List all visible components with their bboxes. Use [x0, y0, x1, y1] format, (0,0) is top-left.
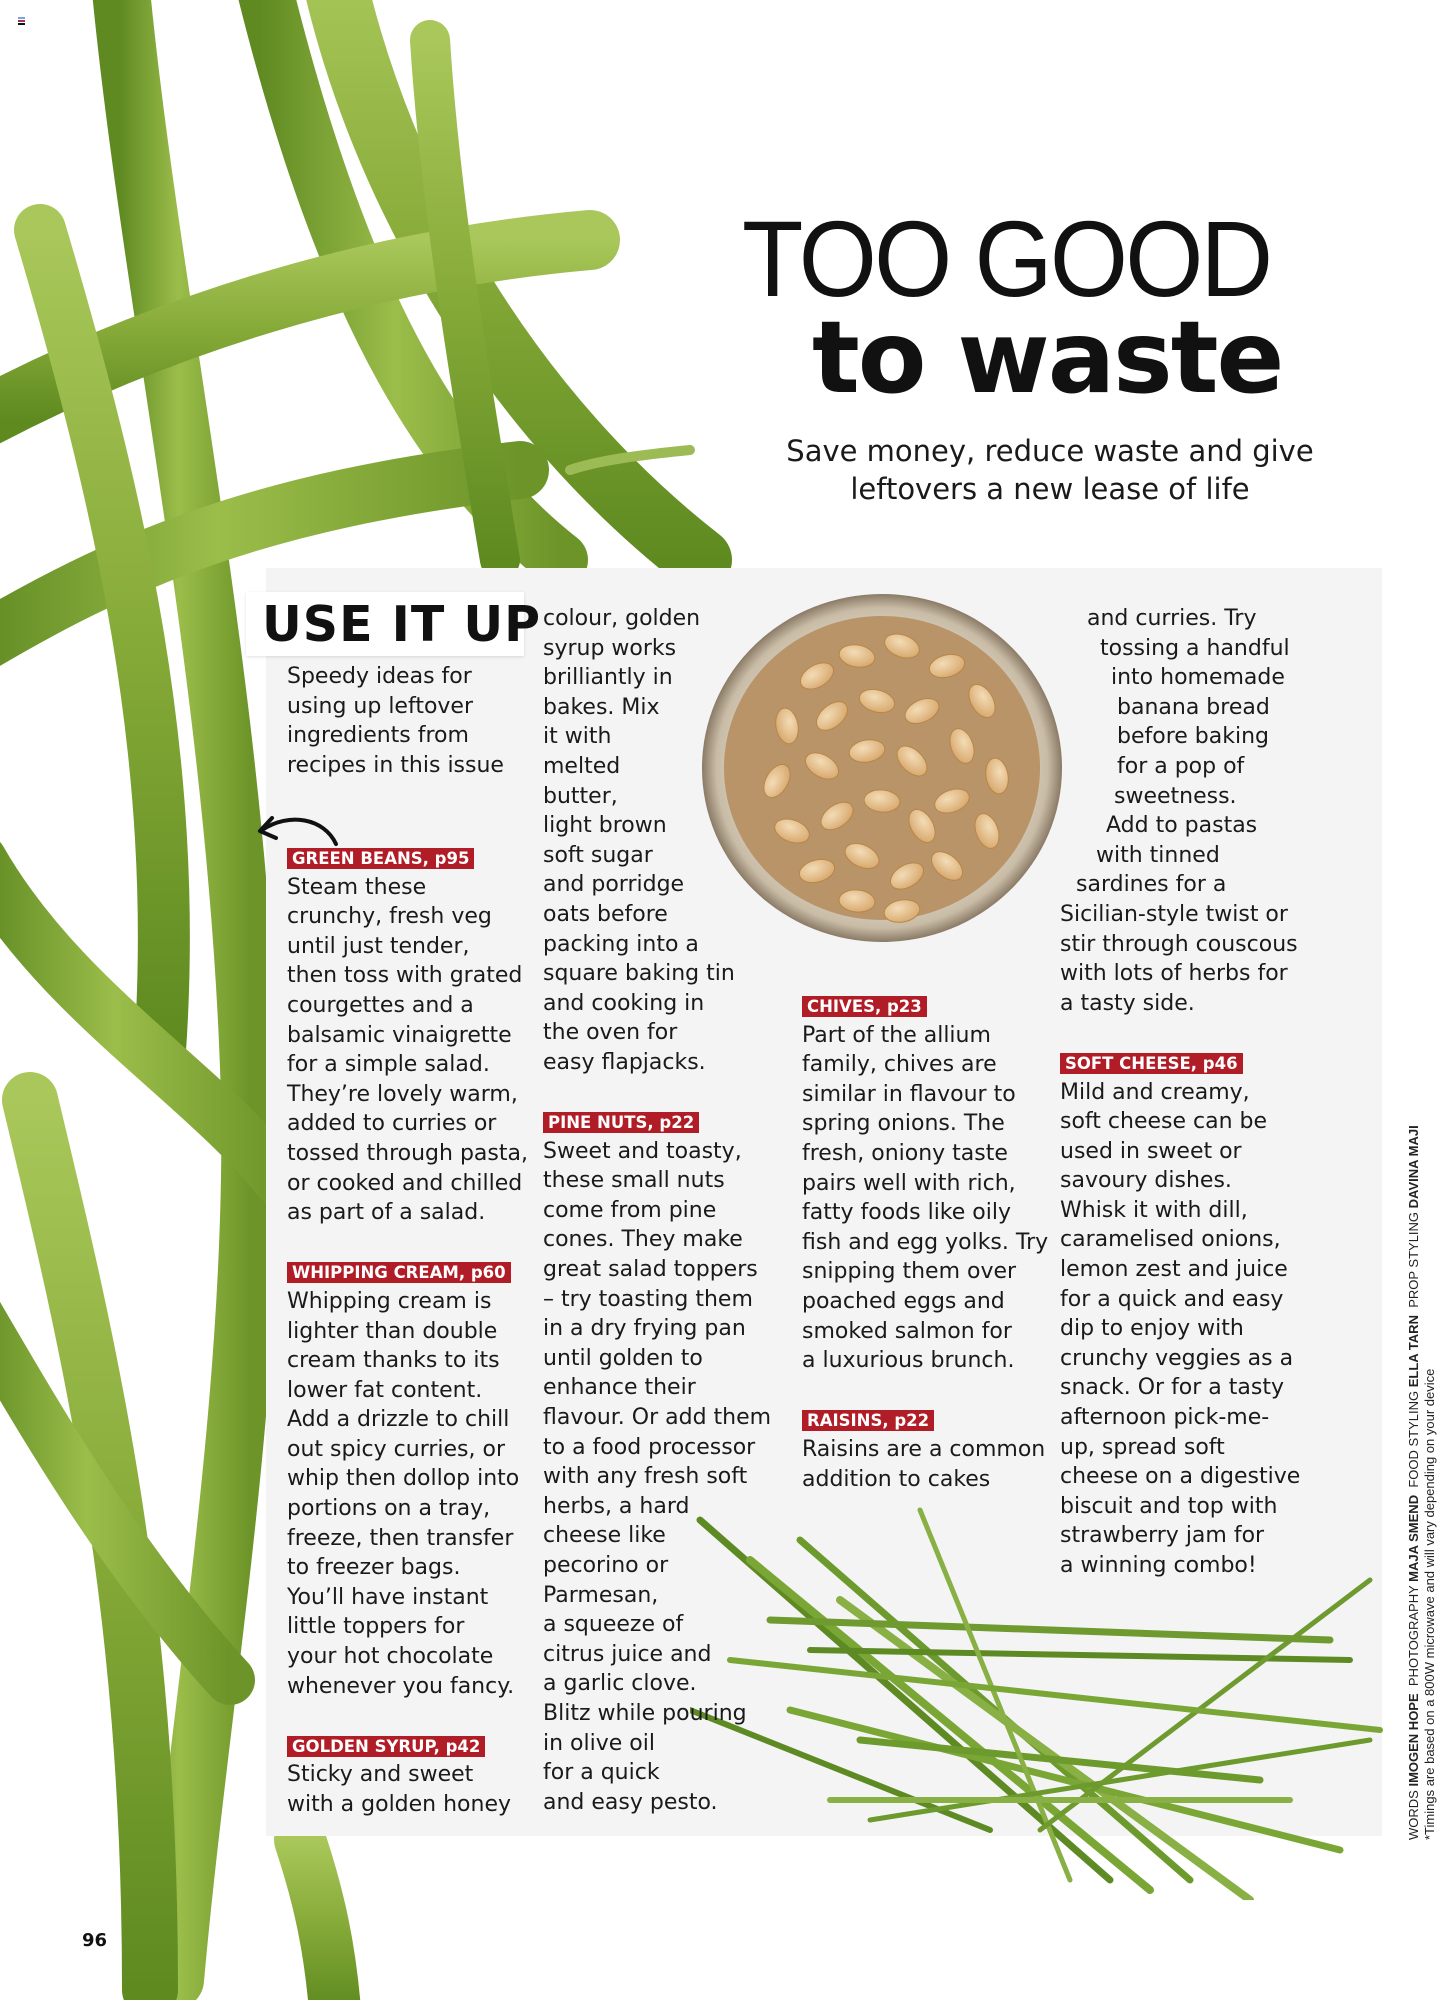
body-text-line: cheese on a digestive [1060, 1464, 1301, 1490]
body-text-line: until golden to [543, 1345, 703, 1371]
spacer [287, 1228, 528, 1258]
body-text-line: enhance their [543, 1375, 696, 1401]
body-text-line: in olive oil [543, 1730, 655, 1756]
body-text-line: similar in flavour to [802, 1081, 1016, 1107]
body-text-line: Mild and creamy, [1060, 1079, 1250, 1105]
ingredient-tag: WHIPPING CREAM, p60 [287, 1262, 511, 1283]
body-text-line: tossed through pasta, [287, 1140, 528, 1166]
body-text-line: sardines for a [1076, 872, 1227, 898]
body-text-line: syrup works [543, 635, 677, 661]
body-text-line: a garlic clove. [543, 1671, 697, 1697]
body-text-line: fresh, oniony taste [802, 1140, 1008, 1166]
body-text-line: Sicilian-style twist or [1060, 901, 1288, 927]
body-text-line: They’re lovely warm, [287, 1081, 518, 1107]
body-text-line: Raisins are a common [802, 1436, 1046, 1462]
body-text-line: for a simple salad. [287, 1052, 490, 1078]
body-text-line: until just tender, [287, 933, 470, 959]
body-text-line: afternoon pick-me- [1060, 1405, 1270, 1431]
ingredient-tag: CHIVES, p23 [802, 996, 927, 1017]
column-2 [543, 604, 771, 1817]
spacer [543, 1078, 771, 1108]
body-text-line: and porridge [543, 872, 685, 898]
standfirst [760, 432, 1340, 508]
body-text-line: poached eggs and [802, 1288, 1005, 1314]
column-3 [802, 991, 1048, 1494]
body-text-line: brilliantly in [543, 665, 673, 691]
body-text-line: courgettes and a [287, 992, 474, 1018]
body-text-line: addition to cakes [802, 1466, 991, 1492]
body-text-line: a tasty side. [1060, 990, 1195, 1016]
body-text-line: and easy pesto. [543, 1789, 718, 1815]
body-text-line: flavour. Or add them [543, 1405, 772, 1431]
body-text-line: citrus juice and [543, 1641, 712, 1667]
body-text-line: Add a drizzle to chill [287, 1407, 510, 1433]
section-intro [287, 662, 504, 780]
body-text-line: herbs, a hard [543, 1493, 690, 1519]
body-text-line: Part of the allium [802, 1022, 991, 1048]
body-text-line: with tinned [1096, 842, 1220, 868]
ingredient-tag: SOFT CHEESE, p46 [1060, 1053, 1243, 1074]
body-text-line: soft cheese can be [1060, 1109, 1268, 1135]
body-text-line: your hot chocolate [287, 1644, 494, 1670]
body-text-line: lighter than double [287, 1318, 498, 1344]
body-text-line: up, spread soft [1060, 1434, 1225, 1460]
body-text-line: strawberry jam for [1060, 1523, 1265, 1549]
body-text-line: cones. They make [543, 1227, 743, 1253]
body-text-line: snipping them over [802, 1259, 1017, 1285]
column-4 [1060, 604, 1300, 1581]
body-text-line: colour, golden [543, 606, 701, 631]
body-text-line: portions on a tray, [287, 1496, 491, 1522]
curved-arrow-icon [254, 808, 344, 858]
body-text-line: You’ll have instant [287, 1584, 489, 1610]
ingredient-tag-row [287, 1731, 528, 1761]
body-text-line: great salad toppers [543, 1257, 758, 1283]
body-text-line: tossing a handful [1100, 635, 1290, 661]
credits-line: WORDS IMOGEN HOPE PHOTOGRAPHY MAJA SMEND FOOD STYLING ELLA TARN PROP STYLING DAVINA MAJI [1406, 1125, 1421, 1840]
body-text-line: used in sweet or [1060, 1138, 1242, 1164]
standfirst-line-2: leftovers a new lease of life [850, 472, 1250, 506]
body-text-line: or cooked and chilled [287, 1170, 523, 1196]
body-text-line: Whisk it with dill, [1060, 1197, 1248, 1223]
ingredient-tag: RAISINS, p22 [802, 1410, 934, 1431]
credits [1406, 1125, 1438, 1840]
column-1 [287, 843, 528, 1820]
body-text-line: and cooking in [543, 990, 705, 1016]
body-text-line: – try toasting them [543, 1286, 753, 1312]
body-text-line: out spicy curries, or [287, 1436, 506, 1462]
ingredient-tag-row [543, 1107, 771, 1137]
ingredient-tag-row [802, 1405, 1048, 1435]
body-text-line: with lots of herbs for [1060, 961, 1288, 987]
intro-line: using up leftover [287, 693, 474, 719]
spacer [1060, 1018, 1300, 1048]
body-text-line: as part of a salad. [287, 1200, 486, 1226]
body-text-line: packing into a [543, 931, 699, 957]
body-text-line: for a quick [543, 1760, 660, 1786]
spacer [802, 1376, 1048, 1406]
body-text-line: a winning combo! [1060, 1553, 1257, 1578]
body-text-line: balsamic vinaigrette [287, 1022, 512, 1048]
timings-note: *Timings are based on a 800W microwave and will vary depending on your device [1422, 1368, 1437, 1840]
body-text-line: whenever you fancy. [287, 1673, 515, 1699]
body-text-line: in a dry frying pan [543, 1316, 746, 1342]
body-text-line: pecorino or [543, 1553, 669, 1578]
ingredient-tag-row [802, 991, 1048, 1021]
body-text-line: banana bread [1117, 694, 1270, 720]
section-heading: USE IT UP [262, 596, 542, 653]
body-text-line: for a pop of [1117, 753, 1245, 779]
body-text-line: to a food processor [543, 1434, 756, 1460]
body-text-line: soft sugar [543, 842, 653, 868]
body-text-line: Parmesan, [543, 1582, 659, 1608]
body-text-line: butter, [543, 783, 618, 809]
body-text-line: these small nuts [543, 1168, 725, 1194]
body-text-line: into homemade [1111, 665, 1285, 691]
ingredient-tag: GOLDEN SYRUP, p42 [287, 1736, 485, 1757]
body-text-line: whip then dollop into [287, 1466, 520, 1492]
ingredient-tag-row [287, 1257, 528, 1287]
body-text-line: with a golden honey [287, 1792, 512, 1817]
body-text-line: pairs well with rich, [802, 1170, 1016, 1196]
body-text-line: Sticky and sweet [287, 1762, 474, 1788]
body-text-line: caramelised onions, [1060, 1227, 1281, 1253]
headline-line-1: TOO GOOD [742, 198, 1271, 319]
body-text-line: Steam these [287, 874, 427, 900]
body-text-line: crunchy, fresh veg [287, 904, 492, 930]
body-text-line: added to curries or [287, 1111, 497, 1137]
intro-line: recipes in this issue [287, 752, 504, 778]
body-text-line: oats before [543, 901, 668, 927]
body-text-line: crunchy veggies as a [1060, 1345, 1294, 1371]
body-text-line: for a quick and easy [1060, 1286, 1284, 1312]
body-text-line: Whipping cream is [287, 1288, 492, 1314]
body-text-line: stir through couscous [1060, 931, 1298, 957]
body-text-line: before baking [1117, 724, 1270, 750]
body-text-line: sweetness. [1114, 783, 1237, 809]
body-text-line: and curries. Try [1087, 606, 1257, 631]
body-text-line: come from pine [543, 1197, 717, 1223]
ingredient-tag: GREEN BEANS, p95 [287, 848, 474, 869]
body-text-line: it with [543, 724, 612, 750]
body-text-line: with any fresh soft [543, 1464, 748, 1490]
spacer [287, 1701, 528, 1731]
headline-line-2: to waste [812, 299, 1283, 416]
standfirst-line-1: Save money, reduce waste and give [786, 434, 1314, 468]
body-text-line: savoury dishes. [1060, 1168, 1232, 1194]
ingredient-tag-row [1060, 1048, 1300, 1078]
body-text-line: square baking tin [543, 961, 735, 987]
body-text-line: snack. Or for a tasty [1060, 1375, 1284, 1401]
body-text-line: bakes. Mix [543, 694, 660, 720]
page-number: 96 [82, 1930, 108, 1951]
intro-line: ingredients from [287, 723, 469, 748]
body-text-line: Sweet and toasty, [543, 1138, 742, 1164]
body-text-line: Blitz while pouring [543, 1700, 747, 1726]
body-text-line: Add to pastas [1106, 813, 1258, 839]
body-text-line: family, chives are [802, 1052, 997, 1078]
body-text-line: fish and egg yolks. Try [802, 1229, 1049, 1255]
body-text-line: then toss with grated [287, 963, 523, 989]
ingredient-tag: PINE NUTS, p22 [543, 1112, 699, 1133]
body-text-line: biscuit and top with [1060, 1493, 1278, 1519]
body-text-line: smoked salmon for [802, 1318, 1012, 1344]
body-text-line: a squeeze of [543, 1612, 684, 1638]
colour-bar-mark [18, 17, 25, 26]
intro-line: Speedy ideas for [287, 664, 472, 689]
body-text-line: lower fat content. [287, 1377, 483, 1403]
body-text-line: to freezer bags. [287, 1555, 461, 1581]
body-text-line: melted [543, 753, 621, 779]
body-text-line: dip to enjoy with [1060, 1316, 1244, 1342]
body-text-line: little toppers for [287, 1614, 465, 1640]
body-text-line: spring onions. The [802, 1111, 1005, 1137]
body-text-line: a luxurious brunch. [802, 1348, 1015, 1374]
body-text-line: lemon zest and juice [1060, 1257, 1288, 1283]
body-text-line: freeze, then transfer [287, 1525, 514, 1551]
body-text-line: the oven for [543, 1020, 678, 1046]
body-text-line: cheese like [543, 1523, 666, 1549]
body-text-line: cream thanks to its [287, 1348, 500, 1374]
body-text-line: easy flapjacks. [543, 1049, 706, 1075]
body-text-line: fatty foods like oily [802, 1200, 1011, 1226]
body-text-line: light brown [543, 813, 667, 839]
